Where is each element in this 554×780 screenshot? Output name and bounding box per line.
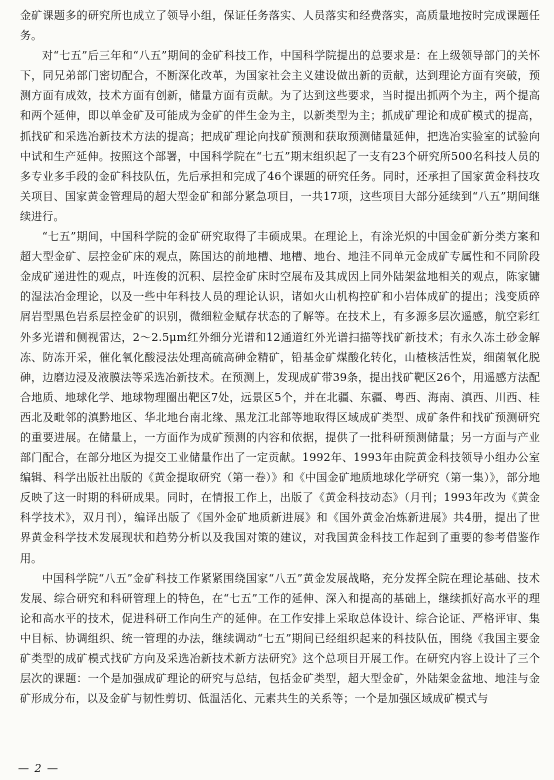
page-number: — 2 — bbox=[18, 762, 59, 775]
paragraph-1: 金矿课题多的研究所也成立了领导小组，保证任务落实、人员落实和经费落实，高质量地按时完成课题任务。 bbox=[20, 9, 540, 43]
paragraph-3: “七五”期间，中国科学院的金矿研究取得了丰硕成果。在理论上，有涂光炽的中国金矿新分类方案和超大型金矿、层控金矿床的观点，陈国达的前地槽、地槽、地台、地洼不同单元金成矿专属性和不同阶段金成矿递进性的观点，叶连俊的沉积、层控金矿床时空展布及其成因上同外陆架盆地相关的观点，陈家镛的湿法冶金理论，以及一些中年科技人员的理论认识，诸如火山机构控矿和小岩体成矿的提出；浅变质碎屑岩型黑色岩系层控金矿的识别，微细粒金赋存状态的了解等。在技术上，有多源多层次遥感，航空彩红外多光谱和侧视雷达，2～2.5μm红外细分光谱和12通道红外光谱扫描等找矿新技术；有永久冻土砂金解冻、防冻开采，催化氧化酸浸法处理高硫高砷金精矿，铅基金矿煤酸化转化，山楂核活性炭，细菌氧化脱砷，边磨边浸及液膜法等采选冶新技术。在预测上，发现成矿带39条，提出找矿靶区26个，用遥感方法配合地质、地球化学、地球物理圈出靶区7处，远景区5个，并在北疆、东疆、粤西、海南、滇西、川西、桂西北及毗邻的滇黔地区、华北地台南北缘、黑龙江北部等地取得区域成矿类型、成矿条件和找矿预测研究的重要进展。在储量上，一方面作为成矿预测的内容和依据，提供了一批科研预测储量；另一方面与产业部门配合，在部分地区为提交工业储量作出了一定贡献。1992年、1993年由院黄金科技领导小组办公室编辑、科学出版社出版的《黄金提取研究（第一卷）》和《中国金矿地质地球化学研究（第一集）》，部分地反映了这一时期的科研成果。同时，在情报工作上，出版了《黄金科技动态》（月刊；1993年改为《黄金科学技术》，双月刊），编译出版了《国外金矿地质新进展》和《国外黄金冶炼新进展》共4册，提出了世界黄金科学技术发展现状和趋势分析以及我国对策的建议，对我国黄金科技工作起到了重要的参考借鉴作用。 bbox=[20, 230, 540, 565]
paragraph-4: 中国科学院“八五”金矿科技工作紧紧围绕国家“八五”黄金发展战略，充分发挥全院在理论基础、技术发展、综合研究和科研管理上的特色，在“七五”工作的延伸、深入和提高的基础上，继续抓好高水平的理论和高水平的技术，促进科研工作向生产的延伸。在工作安排上采取总体设计、综合论证、严格评审、集中目标、协调组织、统一管理的办法，继续调动“七五”期间已经组织起来的科技队伍，围绕《我国主要金矿类型的成矿模式找矿方向及采选冶新技术新方法研究》这个总项目开展工作。在研究内容上设计了三个层次的课题：一个是加强成矿理论的研究与总结，包括金矿类型，超大型金矿，外陆架金盆地、地洼与金矿形成分布，以及金矿与韧性剪切、低温活化、元素共生的关系等；一个是加强区域成矿模式与 bbox=[20, 571, 540, 706]
paragraph-2: 对“七五”后三年和“八五”期间的金矿科技工作，中国科学院提出的总要求是：在上级领导部门的关怀下，同兄弟部门密切配合，不断深化改革，为国家社会主义建设做出新的贡献，达到理论方面有突破，预测方面有成效，技术方面有创新，储量方面有贡献。为了达到这些要求，当时提出抓两个为主，两个提高和两个延伸，即以单金矿及可能成为金矿的伴生金为主，以新类型为主；抓成矿理论和成矿模式的提高，抓找矿和采选冶新技术方法的提高；把成矿理论向找矿预测和获取预测储量延伸，把选冶实验室的试验向中试和生产延伸。按照这个部署，中国科学院在“七五”期末组织起了一支有23个研究所500名科技人员的多专业多手段的金矿科技队伍，先后承担和完成了46个课题的研究任务。同时，还承担了国家黄金科技攻关项目、国家黄金管理局的超大型金矿和部分紧急项目，一共17项，这些项目大部分延续到“八五”期间继续进行。 bbox=[20, 49, 540, 223]
body-text bbox=[20, 6, 540, 709]
